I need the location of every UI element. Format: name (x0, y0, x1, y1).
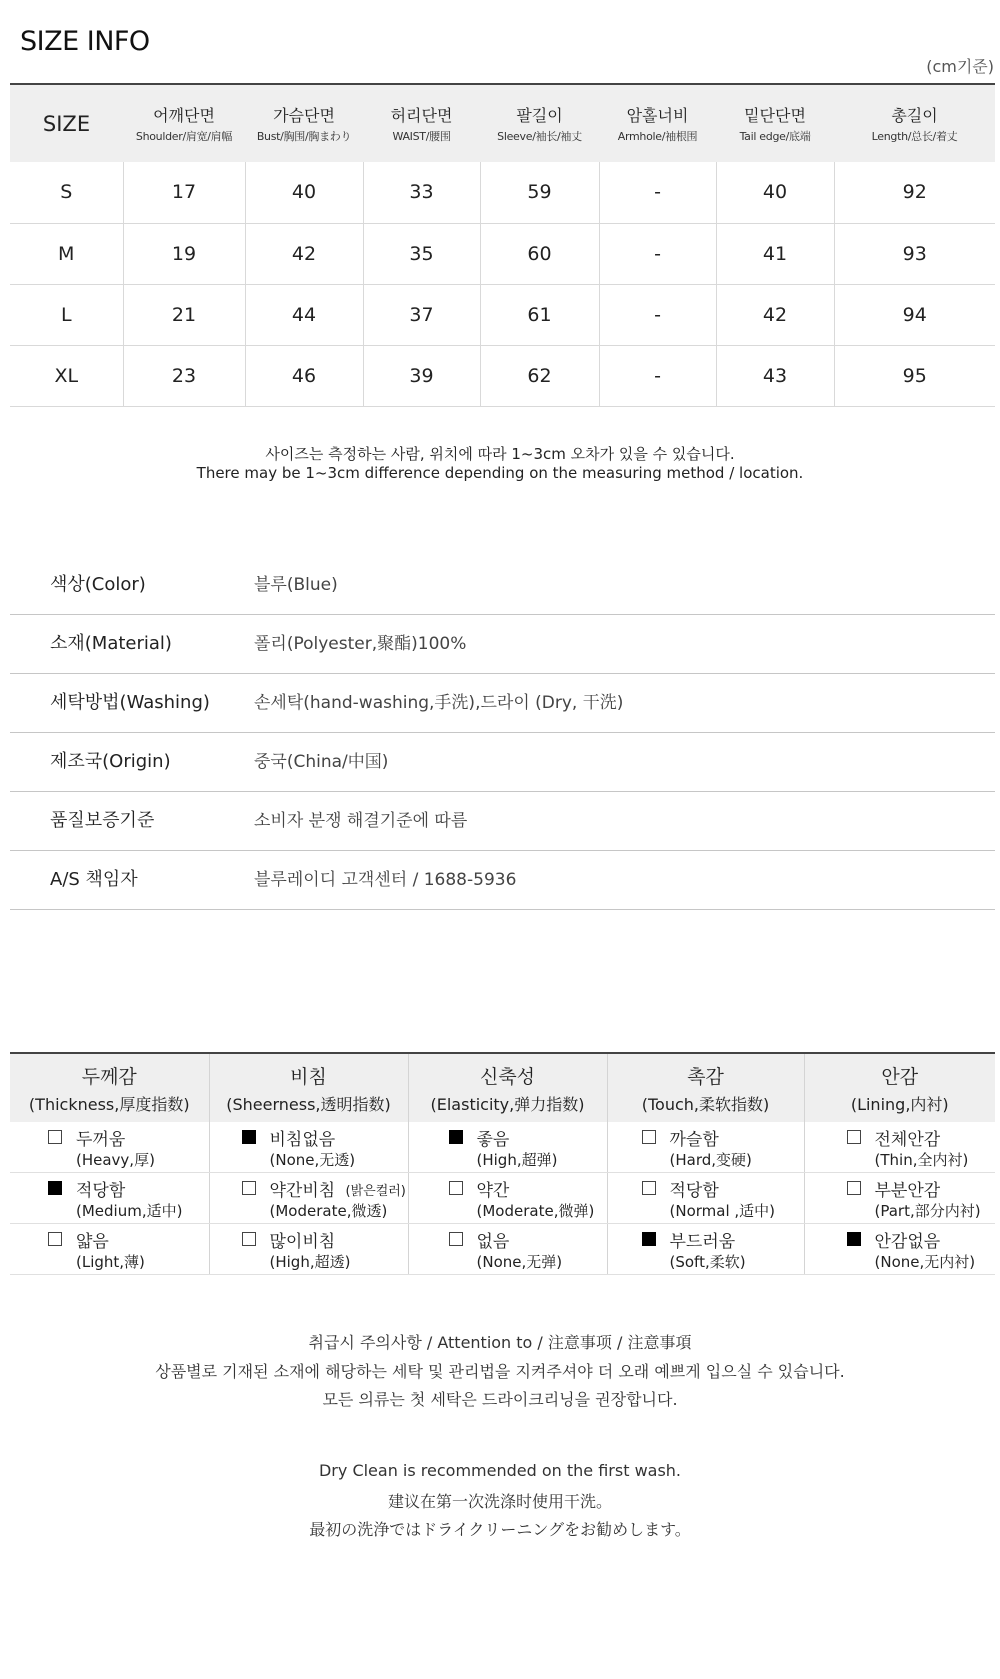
table-row (10, 345, 995, 406)
value-cell: - (599, 162, 716, 223)
size-header: SIZE (42, 111, 91, 136)
info-label: 색상(Color) (50, 574, 146, 595)
property-row (10, 1122, 995, 1173)
property-cell (408, 1173, 607, 1224)
property-option (805, 1224, 996, 1274)
property-option (608, 1173, 804, 1223)
caution-line: 상품별로 기재된 소재에 해당하는 세탁 및 관리법을 지켜주셔야 더 오래 예쁘게 입으실 수 있습니다. (155, 1362, 845, 1381)
unchecked-box-icon (449, 1232, 463, 1246)
checked-box-icon (48, 1181, 62, 1195)
info-label: 품질보증기준 (50, 810, 155, 831)
info-value: 블루(Blue) (254, 575, 338, 595)
info-label: A/S 책임자 (50, 869, 138, 890)
option-label: 두꺼움 (76, 1130, 126, 1150)
property-cell (10, 1122, 209, 1173)
property-cell (607, 1122, 804, 1173)
property-cell (804, 1122, 995, 1173)
unchecked-box-icon (242, 1232, 256, 1246)
property-option (210, 1173, 408, 1223)
value-cell: - (599, 284, 716, 345)
property-header: 촉감 (Touch,柔软指数) (607, 1053, 804, 1122)
option-label: 약간비침 (269, 1181, 336, 1201)
value-cell: 40 (716, 162, 834, 223)
value-cell: 35 (363, 223, 480, 284)
property-option (805, 1173, 996, 1223)
unchecked-box-icon (48, 1130, 62, 1144)
info-row-color (10, 556, 995, 615)
value-cell: 59 (480, 162, 599, 223)
property-option (210, 1224, 408, 1274)
value-cell: 42 (716, 284, 834, 345)
option-sublabel: (High,超弹) (476, 1151, 558, 1169)
size-cell: XL (54, 364, 79, 387)
property-cell (10, 1173, 209, 1224)
table-row (10, 223, 995, 284)
unchecked-box-icon (642, 1130, 656, 1144)
option-label: 전체안감 (874, 1130, 941, 1150)
caution-line: Dry Clean is recommended on the first wash. (318, 1461, 682, 1480)
product-info-list (10, 556, 995, 910)
property-row (10, 1173, 995, 1224)
size-cell: L (60, 303, 72, 326)
info-value: 블루레이디 고객센터 / 1688-5936 (254, 870, 517, 890)
value-cell: 39 (363, 345, 480, 406)
column-header: 암홀너비 Armhole/袖根围 (617, 106, 698, 143)
option-label: 까슬함 (669, 1130, 719, 1150)
value-cell: 42 (245, 223, 363, 284)
property-option (608, 1224, 804, 1274)
property-option (409, 1224, 607, 1274)
property-option (608, 1122, 804, 1172)
value-cell: 19 (123, 223, 245, 284)
option-label: 적당함 (669, 1181, 719, 1201)
option-sublabel: (Heavy,厚) (76, 1151, 155, 1169)
info-value: 소비자 분쟁 해결기준에 따름 (254, 811, 468, 831)
value-cell: 60 (480, 223, 599, 284)
property-header-row (10, 1053, 995, 1122)
info-label: 소재(Material) (50, 633, 172, 654)
property-cell (804, 1224, 995, 1275)
property-option (409, 1122, 607, 1172)
measure-note-ko: 사이즈는 측정하는 사람, 위치에 따라 1~3cm 오차가 있을 수 있습니다. (265, 445, 735, 463)
page-title: SIZE INFO (20, 26, 150, 57)
option-sublabel: (None,无内衬) (874, 1253, 976, 1271)
value-cell: 92 (834, 162, 995, 223)
value-cell: 62 (480, 345, 599, 406)
property-cell (209, 1173, 408, 1224)
option-sublabel: (None,无透) (269, 1151, 356, 1169)
caution-title: 취급시 주의사항 / Attention to / 注意事项 / 注意事項 (308, 1333, 692, 1352)
info-row-origin (10, 733, 995, 792)
property-option (10, 1122, 209, 1172)
option-label: 많이비침 (269, 1232, 336, 1252)
unchecked-box-icon (449, 1181, 463, 1195)
property-cell (209, 1224, 408, 1275)
fabric-property-table (10, 1052, 995, 1275)
size-cell: M (58, 242, 75, 265)
option-label: 안감없음 (874, 1232, 941, 1252)
option-sublabel: (None,无弹) (476, 1253, 563, 1271)
property-cell (408, 1122, 607, 1173)
checked-box-icon (242, 1130, 256, 1144)
property-option (409, 1173, 607, 1223)
checked-box-icon (449, 1130, 463, 1144)
property-option (10, 1224, 209, 1274)
unchecked-box-icon (847, 1130, 861, 1144)
option-sublabel: (Medium,适中) (76, 1202, 183, 1220)
info-value: 중국(China/中国) (254, 752, 389, 772)
property-cell (10, 1224, 209, 1275)
value-cell: 46 (245, 345, 363, 406)
info-label: 세탁방법(Washing) (50, 692, 210, 713)
size-table-header (10, 84, 995, 162)
option-label: 좋음 (476, 1130, 510, 1150)
value-cell: 21 (123, 284, 245, 345)
checked-box-icon (847, 1232, 861, 1246)
property-header: 안감 (Lining,内衬) (804, 1053, 995, 1122)
option-label: 없음 (476, 1232, 510, 1252)
value-cell: - (599, 223, 716, 284)
caution-line: 最初の洗浄ではドライクリーニングをお勧めします。 (309, 1520, 691, 1539)
unchecked-box-icon (48, 1232, 62, 1246)
column-header: 팔길이 Sleeve/袖长/袖丈 (497, 106, 582, 143)
property-cell (408, 1224, 607, 1275)
column-header: 어깨단면 Shoulder/肩宽/肩幅 (135, 106, 233, 143)
option-sublabel: (Thin,全内衬) (874, 1151, 969, 1169)
option-sublabel: (High,超透) (269, 1253, 351, 1271)
option-sublabel: (Normal ,适中) (669, 1202, 776, 1220)
value-cell: 17 (123, 162, 245, 223)
value-cell: 43 (716, 345, 834, 406)
property-cell (804, 1173, 995, 1224)
size-cell: S (60, 181, 73, 204)
caution-line: 모든 의류는 첫 세탁은 드라이크리닝을 권장합니다. (322, 1390, 678, 1409)
property-cell (607, 1173, 804, 1224)
option-sublabel: (Moderate,微透) (269, 1202, 388, 1220)
option-sublabel: (Part,部分内衬) (874, 1202, 981, 1220)
option-label: 부분안감 (874, 1181, 941, 1201)
info-row-quality (10, 792, 995, 851)
property-option (805, 1122, 996, 1172)
option-label: 비침없음 (269, 1130, 336, 1150)
option-sublabel: (Light,薄) (76, 1253, 145, 1271)
property-cell (209, 1122, 408, 1173)
measure-note-en: There may be 1~3cm difference depending on the measuring method / location. (196, 464, 804, 482)
caution-line: 建议在第一次洗涤时使用干洗。 (387, 1492, 612, 1511)
size-table (10, 83, 995, 407)
value-cell: 40 (245, 162, 363, 223)
option-label: 부드러움 (669, 1232, 736, 1252)
value-cell: 61 (480, 284, 599, 345)
value-cell: 33 (363, 162, 480, 223)
property-header: 비침 (Sheerness,透明指数) (209, 1053, 408, 1122)
table-row (10, 162, 995, 223)
checked-box-icon (642, 1232, 656, 1246)
info-label: 제조국(Origin) (50, 751, 171, 772)
property-option (210, 1122, 408, 1172)
option-label: 적당함 (76, 1181, 126, 1201)
value-cell: 41 (716, 223, 834, 284)
property-row (10, 1224, 995, 1275)
unit-note: (cm기준) (926, 57, 994, 76)
info-row-washing (10, 674, 995, 733)
value-cell: 44 (245, 284, 363, 345)
option-sublabel: (Moderate,微弹) (476, 1202, 595, 1220)
info-row-material (10, 615, 995, 674)
property-cell (607, 1224, 804, 1275)
value-cell: 94 (834, 284, 995, 345)
option-label-note: (밝은컬러) (345, 1184, 406, 1199)
property-option (10, 1173, 209, 1223)
column-header: 가슴단면 Bust/胸围/胸まわり (256, 106, 352, 143)
option-label: 약간 (476, 1181, 510, 1201)
value-cell: 37 (363, 284, 480, 345)
table-row (10, 284, 995, 345)
column-header: 밑단단면 Tail edge/底端 (739, 106, 811, 143)
info-value: 폴리(Polyester,聚酯)100% (254, 634, 467, 654)
value-cell: 23 (123, 345, 245, 406)
info-row-as (10, 851, 995, 910)
value-cell: - (599, 345, 716, 406)
property-header: 두께감 (Thickness,厚度指数) (10, 1053, 209, 1122)
info-value: 손세탁(hand-washing,手洗),드라이 (Dry, 干洗) (254, 693, 624, 713)
value-cell: 93 (834, 223, 995, 284)
column-header: 허리단면 WAIST/腰围 (390, 106, 453, 143)
unchecked-box-icon (242, 1181, 256, 1195)
option-sublabel: (Soft,柔软) (669, 1253, 746, 1271)
unchecked-box-icon (642, 1181, 656, 1195)
option-label: 얇음 (76, 1232, 109, 1252)
unchecked-box-icon (847, 1181, 861, 1195)
value-cell: 95 (834, 345, 995, 406)
property-header: 신축성 (Elasticity,弹力指数) (408, 1053, 607, 1122)
column-header: 총길이 Length/总长/着丈 (871, 106, 958, 143)
option-sublabel: (Hard,变硬) (669, 1151, 752, 1169)
